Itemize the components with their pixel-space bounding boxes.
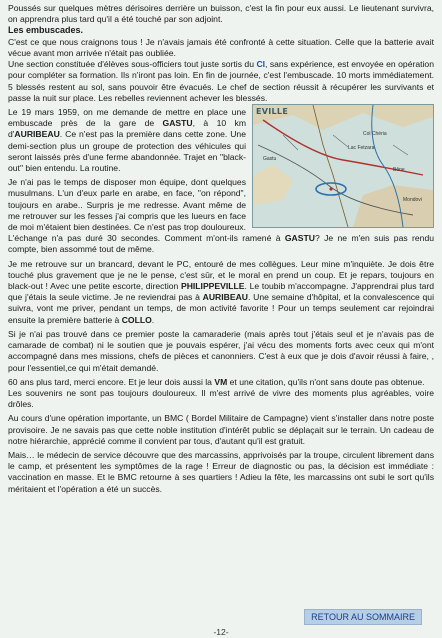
paragraph-section-ci: Une section constituée d'élèves sous-officiers tout juste sortis du CI, sans expérience, est envoyée en opération pour compléter sa formation. Ils n'iront pas loin. En fin de journée, c'est l'embuscade. 10 morts immédiatement. 5 blessés restent au sol, sans pouvoir être évacués. Le chef de section réussit à récupérer les survivants et passe la nuit sur place. Les rebelles reviennent achever les blessés. (8, 59, 434, 103)
svg-text:Gastu: Gastu (263, 156, 277, 163)
paragraph-intro: Poussés sur quelques mètres dérisoires derrière un buisson, c'est la fin pour eux aussi. Le lieutenant survivra, on apprendra plus tard qu'il a été touché par son adjoint. (8, 3, 434, 25)
map-image (252, 104, 434, 228)
page-number: -12- (213, 627, 229, 637)
paragraph-bmc: Au cours d'une opération importante, un BMC ( Bordel Militaire de Campagne) vient s'installer dans notre poste provisoire. Je ne savais pas que cette noble institution d'intérêt public se déplaçait sur le terrain. Un cadeau de notre hiérarchie, apprécié comme il convient par tous, d'autant qu'il est gratuit. (8, 413, 434, 446)
map-illustration (253, 105, 433, 227)
map-city-label: EVILLE (256, 107, 289, 117)
paragraph-camaraderie: Si je n'ai pas trouvé dans ce premier poste la camaraderie (mais après tout j'étais seul et je n'avais pas de camarade de combat) ni le soutien que je pouvais espérer, j'ai vécu des moments forts avec ceux qui m'ont accompagné dans mes missions, chefs de pièces et canonniers. C'est à eux que je dois d'avoir réussi à faire, , pour l'essentiel,ce qui m'était demandé. (8, 328, 434, 373)
svg-text:Col Chéria: Col Chéria (363, 131, 387, 138)
paragraph-merci: 60 ans plus tard, merci encore. Et je leur dois aussi la VM et une citation, qu'ils n'ont sans doute pas obtenue. (8, 376, 425, 387)
paragraph-souvenirs: Les souvenirs ne sont pas toujours douloureux. Il m'est arrivé de vivre des moments plus agréables, voire drôles. (8, 387, 434, 410)
paragraph-19-mars: Le 19 mars 1959, on me demande de mettre en place une embuscade près de la gare de GASTU, à 10 km d'AURIBEAU. Ce n'est pas la première dans cette zone. Une demi-section plus un groupe de protection des véhicules qui seront laissés près d'une ferme abandonnée. Trajet en "black-out" bien entendu. La routine. (8, 107, 246, 174)
paragraph-equipe: Je n'ai pas le temps de disposer mon équipe, dont quelques musulmans. L'un d'eux parle en arabe, en face, "on répond", toujours en arabe.. Surpris je me redresse. Avant même de me retrouver sur les fesses j'ai compris que les lueurs en face de moi m'étaient bien destinées. Ce n'est pas trop douloureux. L'échange n'a pas duré 30 secondes. Comment m'ont-ils ramené à GASTU? Je ne m'en suis pas rendu compte, bien assommé tout de même. (8, 177, 434, 255)
svg-text:Lac Fetzara: Lac Fetzara (348, 145, 375, 152)
svg-text:Bône: Bône (393, 167, 405, 174)
paragraph-crainte: C'est ce que nous craignons tous ! Je n'avais jamais été confronté à cette situation. Celle que la batterie avait vécue avant mon arrivée n'était pas oubliée. (8, 36, 434, 59)
section-heading-embuscades: Les embuscades. (8, 25, 84, 36)
paragraph-marcassins: Mais… le médecin de service découvre que des marcassins, apprivoisés par la troupe, circulent librement dans le camp, et présentent les symptômes de la rage ! Erreur de diagnostic ou pas, la décision est immédiate : vaccination en masse. Et le BMC retourne à ses quartiers ! Adieu la fête, les marcassins ont subi le sort qu'ils méritaient et l'opération a été un succès. (8, 449, 434, 494)
svg-text:Mondovi: Mondovi (403, 197, 422, 204)
back-to-summary-link[interactable]: RETOUR AU SOMMAIRE (304, 609, 422, 625)
paragraph-brancard: Je me retrouve sur un brancard, devant le PC, entouré de mes collègues. Leur mine m'inquiète. Je dois être touché plus gravement que je ne le pense, c'est sûr, et le moral en prend un coup. Et je repars, toujours en black-out ! Avec une petite escorte, direction PHILIPPEVILLE. Le toubib m'accompagne. J'apprendrai plus tard que j'étais la seule victime. Je ne reviendrai pas à AURIBEAU. Une semaine d'hôpital, et la convalescence qui suivra, vont me priver, pendant un temps, de mon activité favorite ! Pour un temps seulement car rejoindrai ensuite la première batterie à COLLO. (8, 258, 434, 325)
